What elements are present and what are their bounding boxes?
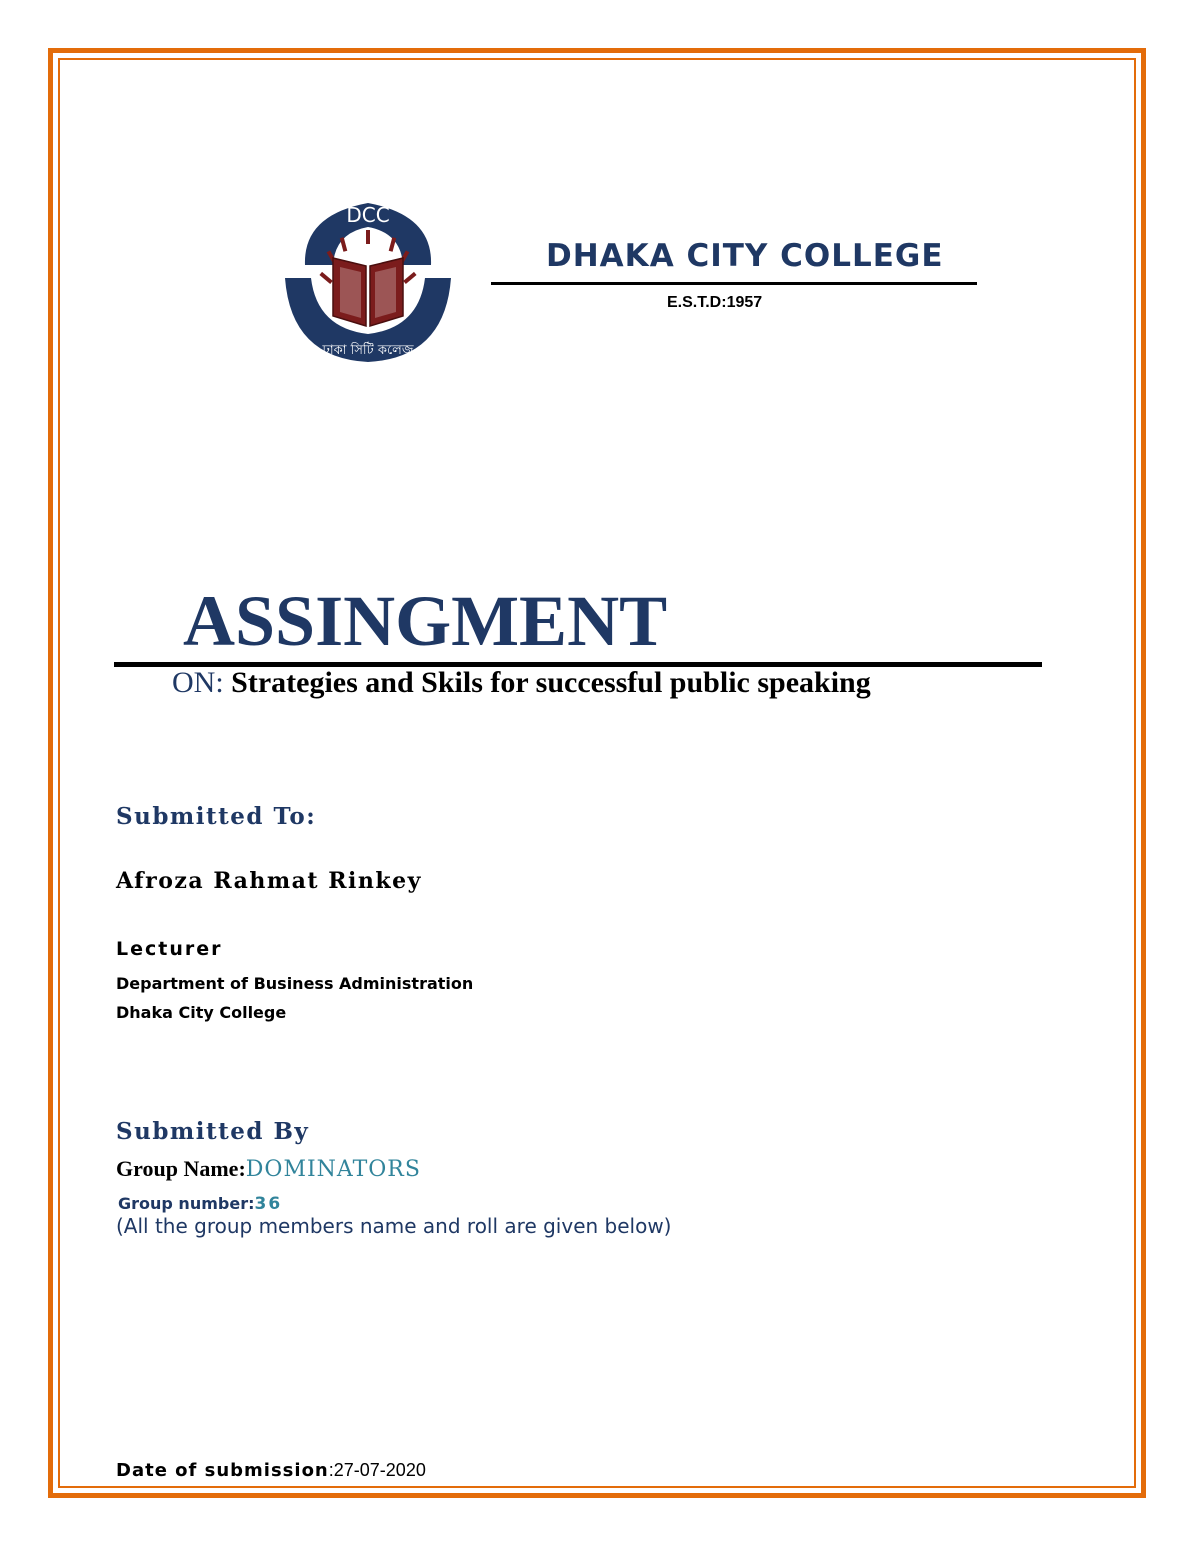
college-name: DHAKA CITY COLLEGE bbox=[546, 238, 944, 274]
teacher-college: Dhaka City College bbox=[116, 1003, 287, 1022]
submission-date-line bbox=[116, 1460, 426, 1481]
teacher-name: Afroza Rahmat Rinkey bbox=[116, 868, 422, 894]
group-number-value: 36 bbox=[254, 1194, 283, 1214]
established-year: E.S.T.D:1957 bbox=[667, 294, 763, 311]
assignment-topic: Strategies and Skils for successful public speaking bbox=[223, 666, 871, 699]
submitted-to-heading: Submitted To: bbox=[116, 803, 317, 830]
group-name-label: Group Name bbox=[116, 1156, 239, 1181]
members-note: (All the group members name and roll are given below) bbox=[116, 1214, 672, 1238]
group-name-line bbox=[116, 1156, 421, 1182]
group-number-line bbox=[118, 1194, 282, 1214]
on-label: ON: bbox=[172, 666, 224, 699]
group-number-label: Group number: bbox=[118, 1194, 255, 1213]
assignment-topic-line bbox=[172, 666, 871, 700]
logo-bengali-text: ঢাকা সিটি কলেজ bbox=[322, 343, 414, 358]
teacher-department: Department of Business Administration bbox=[116, 974, 474, 993]
college-name-underline bbox=[491, 282, 977, 285]
teacher-designation: Lecturer bbox=[116, 938, 223, 960]
assignment-title: ASSINGMENT bbox=[183, 581, 668, 661]
submitted-by-heading: Submitted By bbox=[116, 1118, 310, 1145]
submission-date-value: 27-07-2020 bbox=[333, 1460, 426, 1480]
group-name-value: DOMINATORS bbox=[245, 1157, 421, 1182]
college-logo bbox=[283, 200, 453, 365]
submission-date-separator: : bbox=[328, 1460, 334, 1480]
group-name-separator: : bbox=[238, 1156, 246, 1181]
submission-date-label: Date of submission bbox=[116, 1460, 329, 1481]
logo-initials: DCC bbox=[346, 203, 390, 227]
